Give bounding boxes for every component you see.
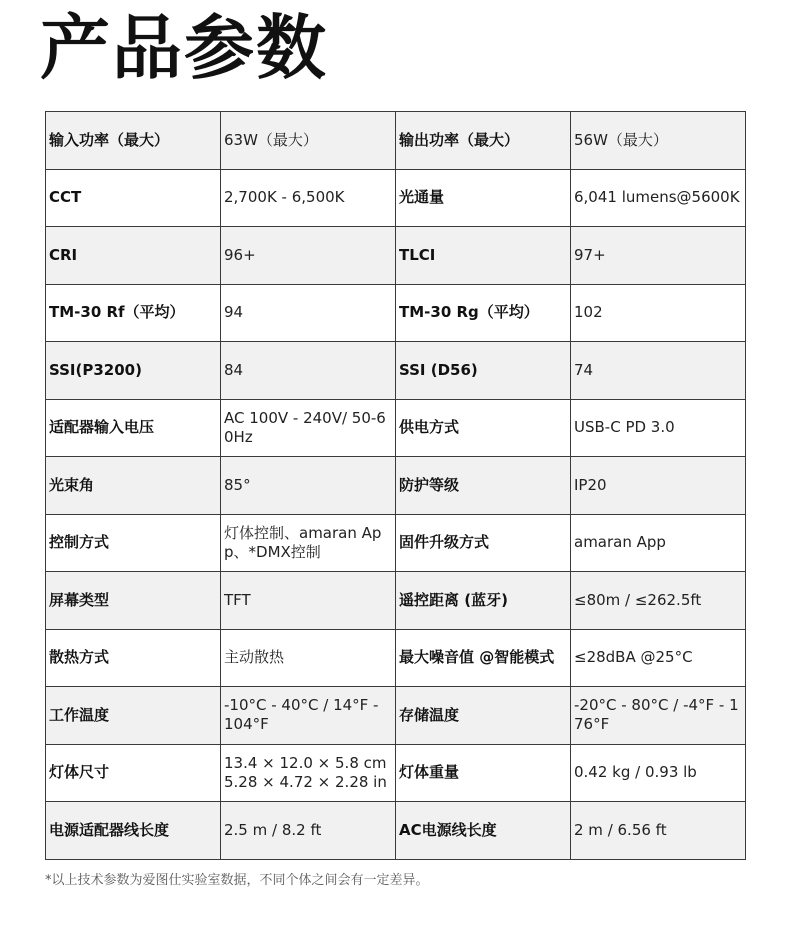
spec-value: USB-C PD 3.0 <box>571 399 746 457</box>
spec-label: 遥控距离 (蓝牙) <box>396 572 571 630</box>
spec-label: 最大噪音值 @智能模式 <box>396 629 571 687</box>
table-row <box>46 629 746 687</box>
spec-value: 6,041 lumens@5600K <box>571 169 746 227</box>
spec-label: 电源适配器线长度 <box>46 802 221 860</box>
table-row <box>46 112 746 170</box>
spec-label: 防护等级 <box>396 457 571 515</box>
spec-value: 102 <box>571 284 746 342</box>
spec-value: -10°C - 40°C / 14°F - 104°F <box>221 687 396 745</box>
spec-value: TFT <box>221 572 396 630</box>
spec-label: 存储温度 <box>396 687 571 745</box>
spec-value: 63W（最大） <box>221 112 396 170</box>
spec-label: SSI(P3200) <box>46 342 221 400</box>
spec-value: 主动散热 <box>221 629 396 687</box>
spec-value: 灯体控制、amaran App、*DMX控制 <box>221 514 396 572</box>
spec-label: 屏幕类型 <box>46 572 221 630</box>
spec-label: 供电方式 <box>396 399 571 457</box>
spec-label: CRI <box>46 227 221 285</box>
spec-value: amaran App <box>571 514 746 572</box>
table-row <box>46 342 746 400</box>
spec-label: AC电源线长度 <box>396 802 571 860</box>
spec-label: SSI (D56) <box>396 342 571 400</box>
spec-label: TLCI <box>396 227 571 285</box>
spec-label: CCT <box>46 169 221 227</box>
table-row <box>46 687 746 745</box>
spec-value: 94 <box>221 284 396 342</box>
spec-value: 84 <box>221 342 396 400</box>
spec-label: TM-30 Rf（平均） <box>46 284 221 342</box>
spec-label: 工作温度 <box>46 687 221 745</box>
table-row <box>46 399 746 457</box>
spec-value: 2,700K - 6,500K <box>221 169 396 227</box>
spec-value: 2 m / 6.56 ft <box>571 802 746 860</box>
table-row <box>46 284 746 342</box>
spec-label: TM-30 Rg（平均） <box>396 284 571 342</box>
spec-label: 输出功率（最大） <box>396 112 571 170</box>
spec-value: 0.42 kg / 0.93 lb <box>571 744 746 802</box>
spec-value: 85° <box>221 457 396 515</box>
spec-value: ≤28dBA @25°C <box>571 629 746 687</box>
table-row <box>46 169 746 227</box>
spec-value: 96+ <box>221 227 396 285</box>
spec-label: 灯体重量 <box>396 744 571 802</box>
table-row <box>46 744 746 802</box>
spec-label: 光束角 <box>46 457 221 515</box>
table-row <box>46 227 746 285</box>
spec-value: AC 100V - 240V/ 50-60Hz <box>221 399 396 457</box>
spec-value: IP20 <box>571 457 746 515</box>
spec-value: 13.4 × 12.0 × 5.8 cm 5.28 × 4.72 × 2.28 in <box>221 744 396 802</box>
spec-label: 适配器输入电压 <box>46 399 221 457</box>
spec-label: 固件升级方式 <box>396 514 571 572</box>
table-row <box>46 457 746 515</box>
table-row <box>46 802 746 860</box>
spec-value: -20°C - 80°C / -4°F - 176°F <box>571 687 746 745</box>
spec-value: 74 <box>571 342 746 400</box>
spec-label: 光通量 <box>396 169 571 227</box>
spec-table <box>45 111 746 860</box>
spec-label: 输入功率（最大） <box>46 112 221 170</box>
table-row <box>46 514 746 572</box>
table-row <box>46 572 746 630</box>
footnote: *以上技术参数为爱图仕实验室数据，不同个体之间会有一定差异。 <box>45 873 429 888</box>
spec-label: 灯体尺寸 <box>46 744 221 802</box>
spec-value: 97+ <box>571 227 746 285</box>
spec-value: 56W（最大） <box>571 112 746 170</box>
spec-label: 散热方式 <box>46 629 221 687</box>
spec-value: 2.5 m / 8.2 ft <box>221 802 396 860</box>
spec-label: 控制方式 <box>46 514 221 572</box>
page-title: 产品参数 <box>40 7 328 89</box>
spec-value: ≤80m / ≤262.5ft <box>571 572 746 630</box>
